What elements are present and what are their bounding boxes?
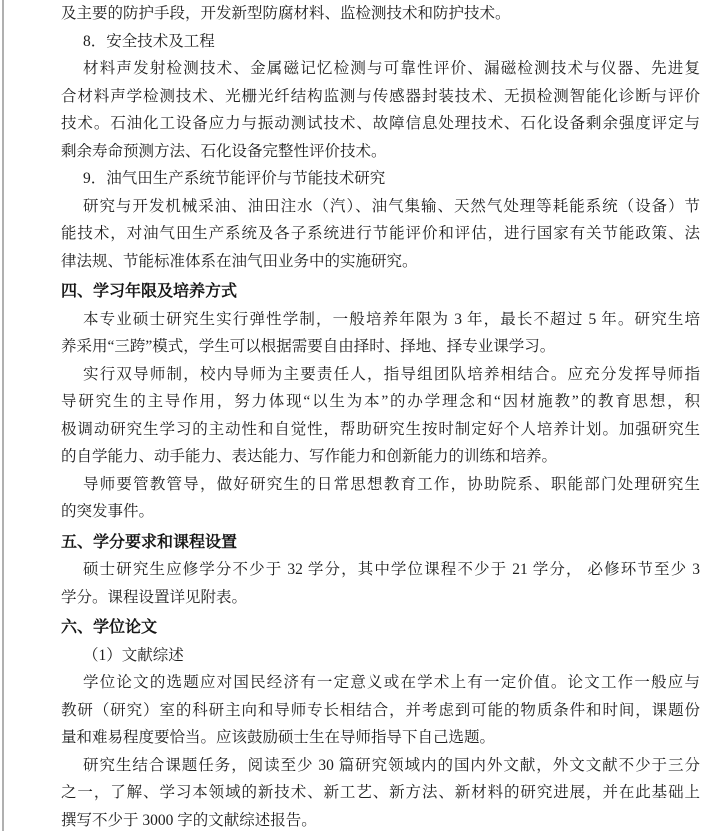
document-content	[61, 0, 700, 834]
text-line: 学分。课程设置详见附表。	[61, 584, 700, 612]
text-line: 及主要的防护手段，开发新型防腐材料、监检测技术和防护技术。	[61, 0, 700, 28]
text-line: （1）文献综述	[61, 642, 700, 670]
text-line: 之一，了解、学习本领域的新技术、新工艺、新方法、新材料的研究进展，并在此基础上	[61, 779, 700, 807]
text-line: 导研究生的主导作用，努力体现“以生为本”的办学理念和“因材施教”的教育思想，积	[61, 388, 700, 416]
text-line: 律法规、节能标准体系在油气田业务中的实施研究。	[61, 248, 700, 276]
text-line: 材料声发射检测技术、金属磁记忆检测与可靠性评价、漏磁检测技术与仪器、先进复	[61, 55, 700, 83]
text-line: 导师要管教管导，做好研究生的日常思想教育工作，协助院系、职能部门处理研究生	[61, 471, 700, 499]
text-line: 撰写不少于 3000 字的文献综述报告。	[61, 807, 700, 834]
text-line: 学位论文的选题应对国民经济有一定意义或在学术上有一定价值。论文工作一般应与	[61, 669, 700, 697]
text-line: 的自学能力、动手能力、表达能力、写作能力和创新能力的训练和培养。	[61, 443, 700, 471]
text-line: 量和难易程度要恰当。应该鼓励硕士生在导师指导下自己选题。	[61, 724, 700, 752]
text-line: 9．油气田生产系统节能评价与节能技术研究	[61, 165, 700, 193]
page-left-border	[2, 0, 4, 831]
text-line: 养采用“三跨”模式，学生可以根据需要自由择时、择地、择专业课学习。	[61, 333, 700, 361]
text-line: 的突发事件。	[61, 498, 700, 526]
text-line: 极调动研究生学习的主动性和自觉性，帮助研究生按时制定好个人培养计划。加强研究生	[61, 416, 700, 444]
text-line: 研究与开发机械采油、油田注水（汽）、油气集输、天然气处理等耗能系统（设备）节	[61, 193, 700, 221]
text-line: 合材料声学检测技术、光栅光纤结构监测与传感器封装技术、无损检测智能化诊断与评价	[61, 83, 700, 111]
text-line: 剩余寿命预测方法、石化设备完整性评价技术。	[61, 138, 700, 166]
text-line: 实行双导师制，校内导师为主要责任人，指导组团队培养相结合。应充分发挥导师指	[61, 361, 700, 389]
text-line: 能技术，对油气田生产系统及各子系统进行节能评价和评估，进行国家有关节能政策、法	[61, 220, 700, 248]
text-line: 研究生结合课题任务，阅读至少 30 篇研究领域内的国内外文献，外文文献不少于三分	[61, 752, 700, 780]
text-line: 8．安全技术及工程	[61, 28, 700, 56]
text-line: 硕士研究生应修学分不少于 32 学分，其中学位课程不少于 21 学分， 必修环节至少 3	[61, 556, 700, 584]
text-line: 技术。石油化工设备应力与振动测试技术、故障信息处理技术、石化设备剩余强度评定与	[61, 110, 700, 138]
section-heading: 五、学分要求和课程设置	[61, 529, 700, 557]
section-heading: 四、学习年限及培养方式	[61, 278, 700, 306]
section-heading: 六、学位论文	[61, 614, 700, 642]
text-line: 教研（研究）室的科研主向和导师专长相结合，并考虑到可能的物质条件和时间，课题份	[61, 697, 700, 725]
text-line: 本专业硕士研究生实行弹性学制，一般培养年限为 3 年，最长不超过 5 年。研究生培	[61, 306, 700, 334]
